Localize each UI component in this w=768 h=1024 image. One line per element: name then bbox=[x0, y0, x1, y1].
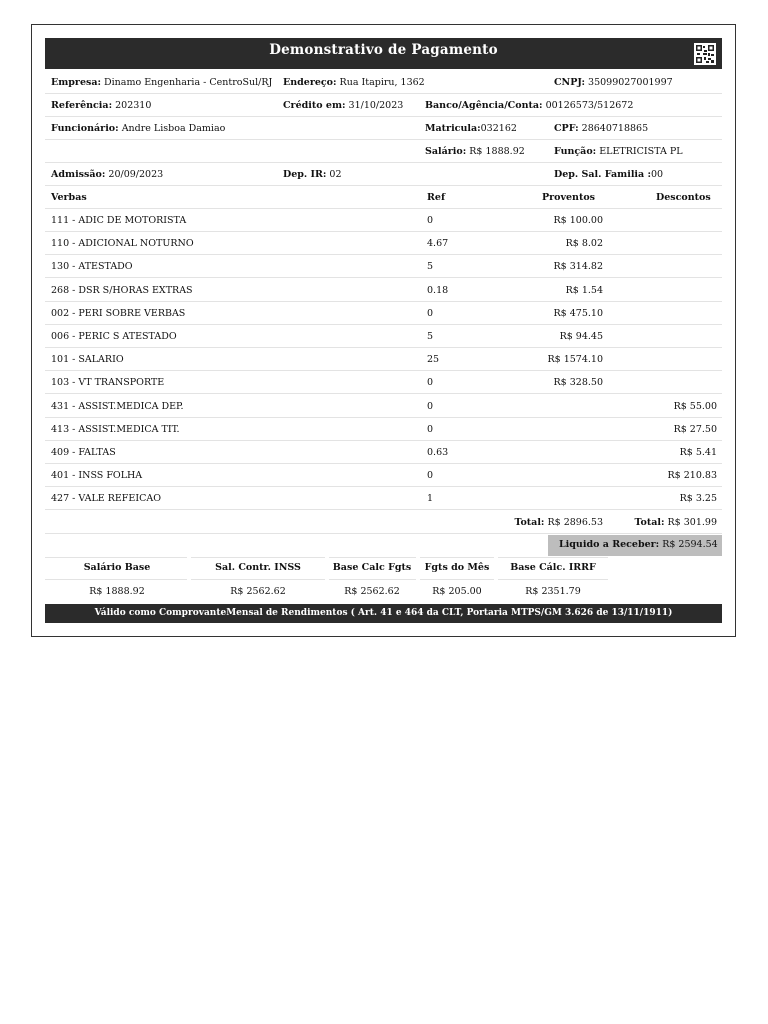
proventos-cell: R$ 314.82 bbox=[553, 261, 603, 273]
table-row bbox=[45, 324, 722, 348]
verba-cell: 002 - PERI SOBRE VERBAS bbox=[51, 307, 186, 319]
liquido-box bbox=[548, 535, 722, 556]
proventos-cell: R$ 100.00 bbox=[553, 215, 603, 226]
info-row-funcionario bbox=[45, 116, 722, 140]
endereco: Endereço: Rua Itapiru, 1362 bbox=[283, 77, 425, 88]
proventos-cell: R$ 475.10 bbox=[553, 307, 603, 319]
ref-cell: 25 bbox=[427, 354, 440, 366]
total-proventos: Total: R$ 2896.53 bbox=[514, 517, 603, 528]
admissao: Admissão: 20/09/2023 bbox=[51, 169, 164, 180]
table-row bbox=[45, 301, 722, 325]
referencia: Referência: 202310 bbox=[51, 100, 152, 111]
bases-value: R$ 205.00 bbox=[432, 586, 482, 597]
verba-cell: 268 - DSR S/HORAS EXTRAS bbox=[51, 284, 193, 296]
verba-cell: 103 - VT TRANSPORTE bbox=[51, 377, 165, 389]
funcao: Função: ELETRICISTA PL bbox=[554, 146, 683, 157]
footer-note: Válido como ComprovanteMensal de Rendimentos ( Art. 41 e 464 da CLT, Portaria MTPS/GM 3.626 de 13/11/1911) bbox=[45, 604, 722, 623]
table-row bbox=[45, 394, 722, 418]
descontos-cell: R$ 210.83 bbox=[667, 470, 717, 482]
bases-header: Sal. Contr. INSS bbox=[215, 562, 301, 573]
table-row bbox=[45, 208, 722, 232]
verba-cell: 431 - ASSIST.MEDICA DEP. bbox=[51, 400, 184, 412]
banco: Banco/Agência/Conta: 00126573/512672 bbox=[425, 100, 634, 111]
proventos-cell: R$ 1.54 bbox=[565, 284, 603, 296]
table-row bbox=[45, 370, 722, 394]
matricula: Matricula:032162 bbox=[425, 123, 517, 134]
header-ref: Ref bbox=[427, 192, 446, 203]
descontos-cell: R$ 3.25 bbox=[679, 493, 717, 505]
ref-cell: 0 bbox=[427, 400, 434, 412]
ref-cell: 0 bbox=[427, 423, 434, 435]
info-row-admissao bbox=[45, 162, 722, 186]
bases-divider bbox=[191, 557, 325, 558]
table-row bbox=[45, 463, 722, 487]
verba-cell: 110 - ADICIONAL NOTURNO bbox=[51, 238, 194, 250]
ref-cell: 0 bbox=[427, 307, 434, 319]
total-descontos: Total: R$ 301.99 bbox=[634, 517, 717, 528]
bases-divider bbox=[45, 579, 187, 580]
bases-divider bbox=[45, 557, 187, 558]
bases-header: Base Cálc. IRRF bbox=[510, 562, 596, 573]
qr-code-icon bbox=[694, 43, 716, 65]
verba-cell: 427 - VALE REFEICAO bbox=[51, 493, 162, 505]
ref-cell: 0.63 bbox=[427, 447, 449, 458]
descontos-cell: R$ 5.41 bbox=[679, 447, 717, 458]
verba-cell: 413 - ASSIST.MEDICA TIT. bbox=[51, 423, 180, 435]
ref-cell: 0.18 bbox=[427, 284, 449, 296]
bases-value: R$ 2562.62 bbox=[230, 586, 286, 597]
liquido-value: R$ 2594.54 bbox=[662, 539, 718, 550]
verba-cell: 111 - ADIC DE MOTORISTA bbox=[51, 215, 187, 226]
funcionario: Funcionário: Andre Lisboa Damiao bbox=[51, 123, 226, 134]
bases-divider bbox=[498, 579, 608, 580]
bases-value: R$ 1888.92 bbox=[89, 586, 145, 597]
table-row bbox=[45, 278, 722, 302]
table-row bbox=[45, 417, 722, 441]
bases-divider bbox=[420, 557, 494, 558]
table-row bbox=[45, 347, 722, 371]
totals-row bbox=[45, 510, 722, 534]
verba-cell: 006 - PERIC S ATESTADO bbox=[51, 331, 177, 342]
dep-ir: Dep. IR: 02 bbox=[283, 169, 342, 180]
bases-header: Fgts do Mês bbox=[424, 562, 490, 573]
verba-cell: 401 - INSS FOLHA bbox=[51, 470, 143, 482]
bases-divider bbox=[329, 579, 416, 580]
bases-divider bbox=[498, 557, 608, 558]
info-row-referencia bbox=[45, 93, 722, 117]
verba-cell: 409 - FALTAS bbox=[51, 447, 116, 458]
descontos-cell: R$ 27.50 bbox=[673, 423, 717, 435]
ref-cell: 0 bbox=[427, 377, 434, 389]
liquido-label: Liquido a Receber: bbox=[559, 539, 660, 550]
info-row-empresa bbox=[45, 70, 722, 94]
credito: Crédito em: 31/10/2023 bbox=[283, 100, 404, 111]
bases-value: R$ 2351.79 bbox=[525, 586, 581, 597]
proventos-cell: R$ 94.45 bbox=[559, 331, 603, 342]
page-title: Demonstrativo de Pagamento bbox=[269, 42, 498, 58]
verba-cell: 101 - SALARIO bbox=[51, 354, 124, 366]
table-row bbox=[45, 231, 722, 255]
cpf: CPF: 28640718865 bbox=[554, 123, 649, 134]
dep-sal-familia: Dep. Sal. Familia :00 bbox=[554, 169, 664, 180]
proventos-cell: R$ 8.02 bbox=[565, 238, 603, 250]
title-bar bbox=[45, 38, 722, 69]
bases-divider bbox=[329, 557, 416, 558]
bases-header: Salário Base bbox=[83, 562, 151, 573]
ref-cell: 1 bbox=[427, 493, 434, 505]
table-row bbox=[45, 440, 722, 464]
verba-cell: 130 - ATESTADO bbox=[51, 261, 133, 273]
ref-cell: 0 bbox=[427, 215, 434, 226]
bases-divider bbox=[420, 579, 494, 580]
header-proventos: Proventos bbox=[542, 192, 596, 203]
ref-cell: 0 bbox=[427, 470, 434, 482]
bases-divider bbox=[191, 579, 325, 580]
ref-cell: 5 bbox=[427, 261, 434, 273]
header-verbas: Verbas bbox=[51, 192, 87, 203]
header-descontos: Descontos bbox=[656, 192, 711, 203]
ref-cell: 4.67 bbox=[427, 238, 449, 250]
proventos-cell: R$ 328.50 bbox=[553, 377, 603, 389]
empresa: Empresa: Dinamo Engenharia - CentroSul/RJ bbox=[51, 77, 273, 88]
ref-cell: 5 bbox=[427, 331, 434, 342]
bases-header: Base Calc Fgts bbox=[332, 562, 412, 573]
bases-value: R$ 2562.62 bbox=[344, 586, 400, 597]
proventos-cell: R$ 1574.10 bbox=[547, 354, 603, 366]
verbas-header bbox=[45, 185, 722, 209]
salario: Salário: R$ 1888.92 bbox=[425, 146, 525, 157]
cnpj: CNPJ: 35099027001997 bbox=[554, 77, 673, 88]
table-row bbox=[45, 254, 722, 278]
descontos-cell: R$ 55.00 bbox=[673, 400, 717, 412]
info-row-salario bbox=[45, 139, 722, 163]
table-row bbox=[45, 486, 722, 510]
